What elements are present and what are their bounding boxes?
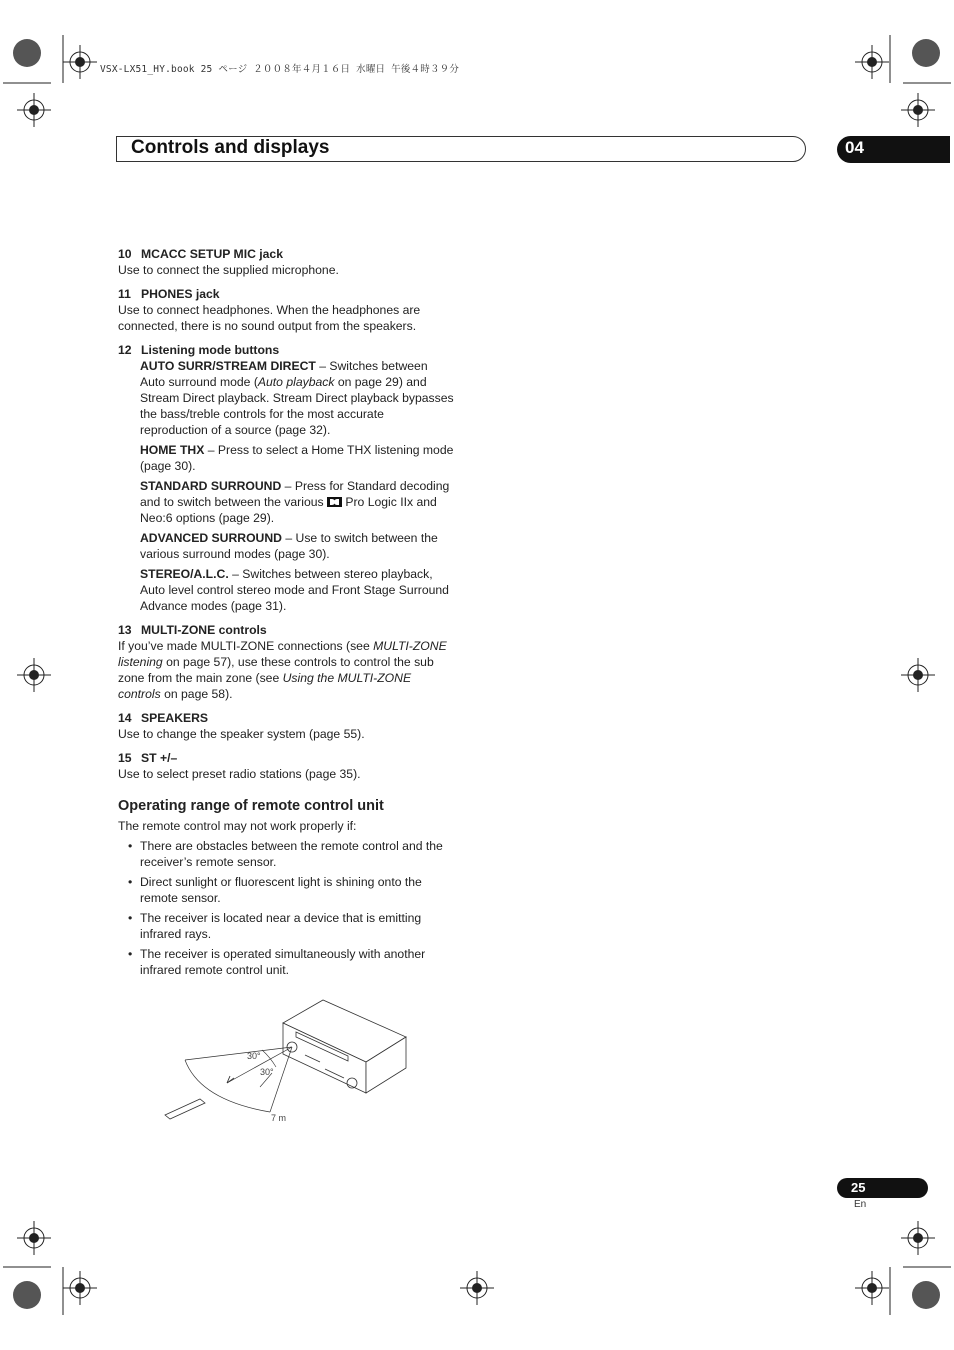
stereo-alc-description: STEREO/A.L.C. – Switches between stereo playback, Auto level control stereo mode and Front Stage Surround Advance modes (page 31). — [140, 567, 449, 613]
standard-surround-description: STANDARD SURROUND – Press for Standard decoding and to switch between the various Pro Logic IIx and Neo:6 options (page 29). — [140, 479, 450, 525]
section-heading: Operating range of remote control unit — [118, 798, 384, 814]
angle-top-label: 30° — [247, 1051, 261, 1061]
corner-burst-br — [912, 1281, 940, 1309]
item-heading: 14 SPEAKERS — [118, 711, 209, 725]
print-info-line: VSX-LX51_HY.book 25 ページ ２００８年４月１６日 水曜日 午後４時３９分 — [100, 64, 460, 75]
item-heading: 15 ST +/– — [118, 751, 178, 765]
item-heading: 11 PHONES jack — [118, 287, 220, 301]
item-body: Use to connect headphones. When the headphones are connected, there is no sound output from the speakers. — [118, 303, 421, 333]
registration-mark — [901, 1221, 935, 1255]
item-body: Use to select preset radio stations (page 35). — [118, 767, 361, 781]
auto-surr-description: AUTO SURR/STREAM DIRECT – Switches between Auto surround mode (Auto playback on page 29) and Stream Direct playback. Stream Direct playback bypasses the bass/treble controls for the most accurate reproduction of a source (page 32). — [140, 359, 454, 437]
multizone-description: If you’ve made MULTI-ZONE connections (see MULTI-ZONE listening on page 57), use these controls to control the sub zone from the main zone (see Using the MULTI-ZONE controls on page 58). — [118, 639, 447, 701]
angle-bottom-label: 30° — [260, 1067, 274, 1077]
registration-mark — [63, 45, 97, 79]
bullet-item: • The receiver is operated simultaneously with another infrared remote control unit. — [128, 947, 426, 977]
item-heading: 10 MCACC SETUP MIC jack — [118, 247, 283, 261]
item-heading: 12 Listening mode buttons — [118, 343, 280, 357]
bullet-item: • There are obstacles between the remote control and the receiver’s remote sensor. — [128, 839, 443, 869]
registration-mark — [17, 658, 51, 692]
registration-mark — [17, 93, 51, 127]
item-heading: 13 MULTI-ZONE controls — [118, 623, 267, 637]
chapter-number: 04 — [845, 138, 864, 157]
advanced-surround-description: ADVANCED SURROUND – Use to switch between the various surround modes (page 30). — [140, 531, 438, 561]
home-thx-description: HOME THX – Press to select a Home THX listening mode (page 30). — [140, 443, 454, 473]
corner-burst-tl — [13, 39, 41, 67]
registration-mark — [901, 658, 935, 692]
page-title: Controls and displays — [131, 137, 330, 158]
registration-mark — [460, 1271, 494, 1305]
page-number: 25 — [851, 1180, 866, 1195]
item-body: Use to connect the supplied microphone. — [118, 263, 339, 277]
corner-burst-bl — [13, 1281, 41, 1309]
item-body: Use to change the speaker system (page 55). — [118, 727, 365, 741]
distance-label: 7 m — [271, 1113, 287, 1123]
bullet-item: • Direct sunlight or fluorescent light is shining onto the remote sensor. — [128, 875, 422, 905]
page-language: En — [854, 1199, 867, 1210]
registration-mark — [17, 1221, 51, 1255]
remote-range-diagram — [160, 995, 420, 1130]
registration-mark — [63, 1271, 97, 1305]
dolby-logo-icon — [327, 497, 342, 507]
section-intro: The remote control may not work properly if: — [118, 819, 357, 833]
registration-mark — [855, 1271, 889, 1305]
registration-mark — [901, 93, 935, 127]
corner-burst-tr — [912, 39, 940, 67]
main-content — [118, 246, 454, 978]
bullet-item: • The receiver is located near a device that is emitting infrared rays. — [128, 911, 422, 941]
registration-mark — [855, 45, 889, 79]
